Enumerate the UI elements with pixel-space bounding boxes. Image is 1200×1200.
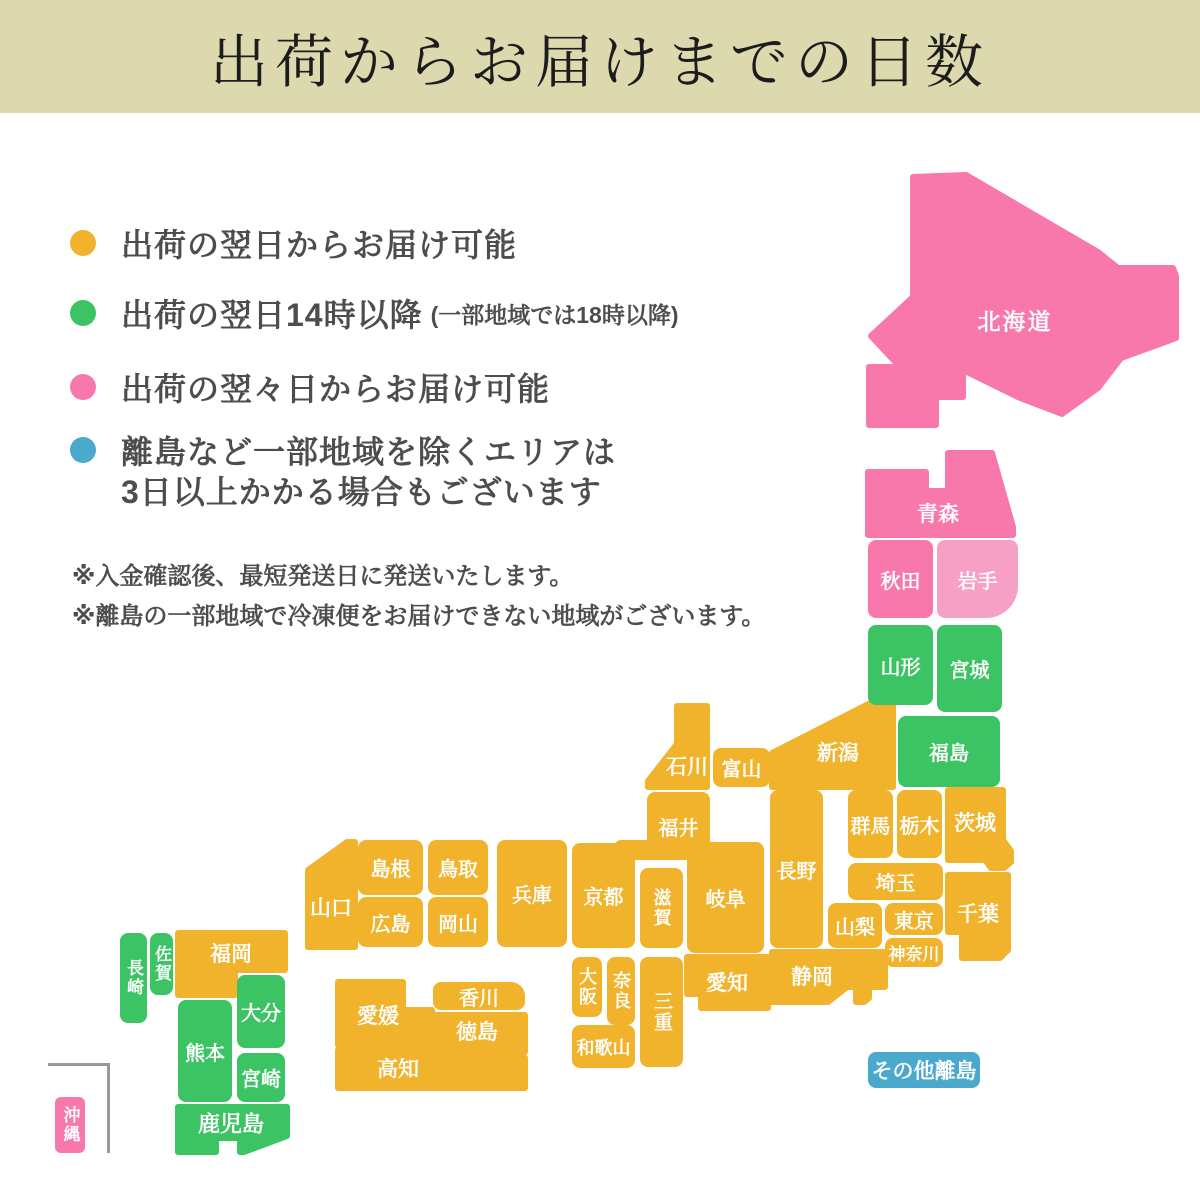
pref-akita (868, 540, 933, 618)
pref-saitama-label: 埼玉 (875, 873, 916, 895)
pref-oita (237, 975, 285, 1048)
pref-tokyo-label: 東京 (894, 910, 934, 933)
pref-kanagawa (885, 938, 943, 967)
pref-fukui-label: 福井 (658, 817, 699, 840)
pref-miyagi (937, 625, 1002, 712)
pref-mie (640, 957, 683, 1067)
okinawa-inset-bracket-vertical (107, 1063, 110, 1153)
pref-yamagata-label: 山形 (880, 656, 921, 679)
pref-mie-label: 三重 (651, 991, 672, 1033)
pref-aichi-label: 愛知 (706, 972, 748, 995)
pref-fukuoka-label: 福岡 (210, 943, 252, 966)
pref-aomori-label: 青森 (917, 503, 959, 526)
pref-okayama-label: 岡山 (438, 913, 478, 936)
pref-iwate (937, 540, 1018, 618)
pref-kochi-shape (338, 1050, 525, 1088)
pref-kagoshima-label: 鹿児島 (197, 1111, 265, 1137)
pref-shizuoka-label: 静岡 (791, 966, 833, 989)
pref-yamanashi (828, 903, 882, 948)
pref-kumamoto (178, 1000, 232, 1102)
pref-kochi-label: 高知 (377, 1058, 419, 1081)
pref-wakayama-label: 和歌山 (576, 1037, 631, 1058)
pref-ibaraki-label: 茨城 (954, 812, 996, 835)
other-islands-label: その他離島 (871, 1060, 977, 1083)
pref-hokkaido-label: 北海道 (977, 308, 1053, 335)
pref-gunma (848, 790, 893, 858)
pref-ehime-label: 愛媛 (357, 1005, 399, 1028)
pref-saitama (848, 863, 943, 900)
pref-fukushima (898, 716, 1000, 787)
page-title: 出荷からお届けまでの日数 (209, 29, 990, 95)
pref-ishikawa-label: 石川 (666, 756, 708, 779)
pref-shiga (640, 868, 683, 948)
note-frozen-delivery: ※離島の一部地域で冷凍便をお届けできない地域がございます。 (72, 603, 766, 630)
pref-osaka (572, 957, 602, 1017)
pref-oita-label: 大分 (241, 1003, 281, 1025)
pref-okinawa-label: 沖縄 (60, 1106, 80, 1144)
pref-gifu (687, 842, 764, 953)
pref-wakayama (572, 1025, 635, 1068)
pref-toyama-label: 富山 (721, 759, 762, 781)
pref-shiga-label: 滋賀 (651, 888, 672, 928)
pref-hiroshima-label: 広島 (370, 913, 411, 936)
pref-tochigi-label: 栃木 (899, 815, 940, 838)
legend-label-next-day: 出荷の翌日からお届け可能 (121, 227, 518, 263)
pref-saga-label: 佐賀 (152, 945, 171, 983)
pref-shimane-label: 島根 (370, 859, 411, 881)
pref-nagano-label: 長野 (776, 860, 817, 883)
pref-akita-label: 秋田 (880, 570, 921, 593)
pref-kyoto-label: 京都 (583, 887, 624, 909)
pref-tochigi (897, 790, 942, 858)
pref-chiba-label: 千葉 (957, 903, 999, 926)
pref-hyogo (497, 840, 567, 947)
pref-kumamoto-label: 熊本 (185, 1042, 225, 1065)
pref-okayama (428, 897, 488, 947)
pref-gifu-label: 岐阜 (705, 889, 746, 911)
pref-hiroshima (358, 897, 423, 947)
legend-label-next-day-14: 出荷の翌日14時以降 (121, 297, 423, 333)
pref-gunma-label: 群馬 (850, 815, 891, 838)
pref-yamanashi-label: 山梨 (835, 917, 875, 939)
pref-miyazaki (237, 1053, 285, 1102)
pref-nara-label: 奈良 (611, 971, 631, 1011)
pref-hyogo-label: 兵庫 (512, 885, 552, 907)
legend-suffix-next-day-14: (一部地域では18時以降) (430, 301, 679, 328)
pref-miyagi-label: 宮城 (949, 660, 990, 682)
pref-nara (607, 957, 635, 1025)
pref-shimane (358, 840, 423, 895)
pref-tottori-label: 鳥取 (438, 859, 478, 881)
pref-kanagawa-label: 神奈川 (888, 945, 940, 964)
pref-niigata-label: 新潟 (817, 742, 859, 765)
other-islands-badge (868, 1052, 980, 1088)
pref-kyoto (572, 843, 635, 948)
pref-fukushima-label: 福島 (929, 743, 969, 765)
pref-nagano (770, 790, 823, 948)
legend-label-two-days: 出荷の翌々日からお届け可能 (121, 371, 551, 407)
pref-okinawa (55, 1097, 85, 1153)
pref-kagawa-label: 香川 (459, 987, 499, 1010)
pref-tokushima-label: 徳島 (456, 1021, 498, 1044)
legend-label-remote-islands-line2: 3日以上かかる場合もございます (121, 474, 602, 510)
pref-tokyo (885, 903, 943, 935)
pref-toyama (713, 748, 770, 787)
pref-iwate-label: 岩手 (957, 570, 998, 593)
okinawa-inset-bracket-horizontal (48, 1063, 110, 1066)
note-payment: ※入金確認後、最短発送日に発送いたします。 (72, 563, 574, 590)
pref-tottori (428, 840, 488, 895)
legend-label-remote-islands-line1: 離島など一部地域を除くエリアは (121, 434, 617, 470)
pref-osaka-label: 大阪 (577, 967, 597, 1007)
pref-saga (150, 933, 173, 995)
pref-hokkaido-shape (869, 175, 1176, 425)
pref-yamagata (868, 625, 933, 705)
pref-miyazaki-label: 宮崎 (241, 1069, 281, 1091)
pref-nagasaki (120, 933, 147, 1023)
pref-yamaguchi-label: 山口 (310, 897, 352, 920)
pref-kagawa (433, 982, 525, 1010)
pref-nagasaki-label: 長崎 (124, 959, 143, 997)
